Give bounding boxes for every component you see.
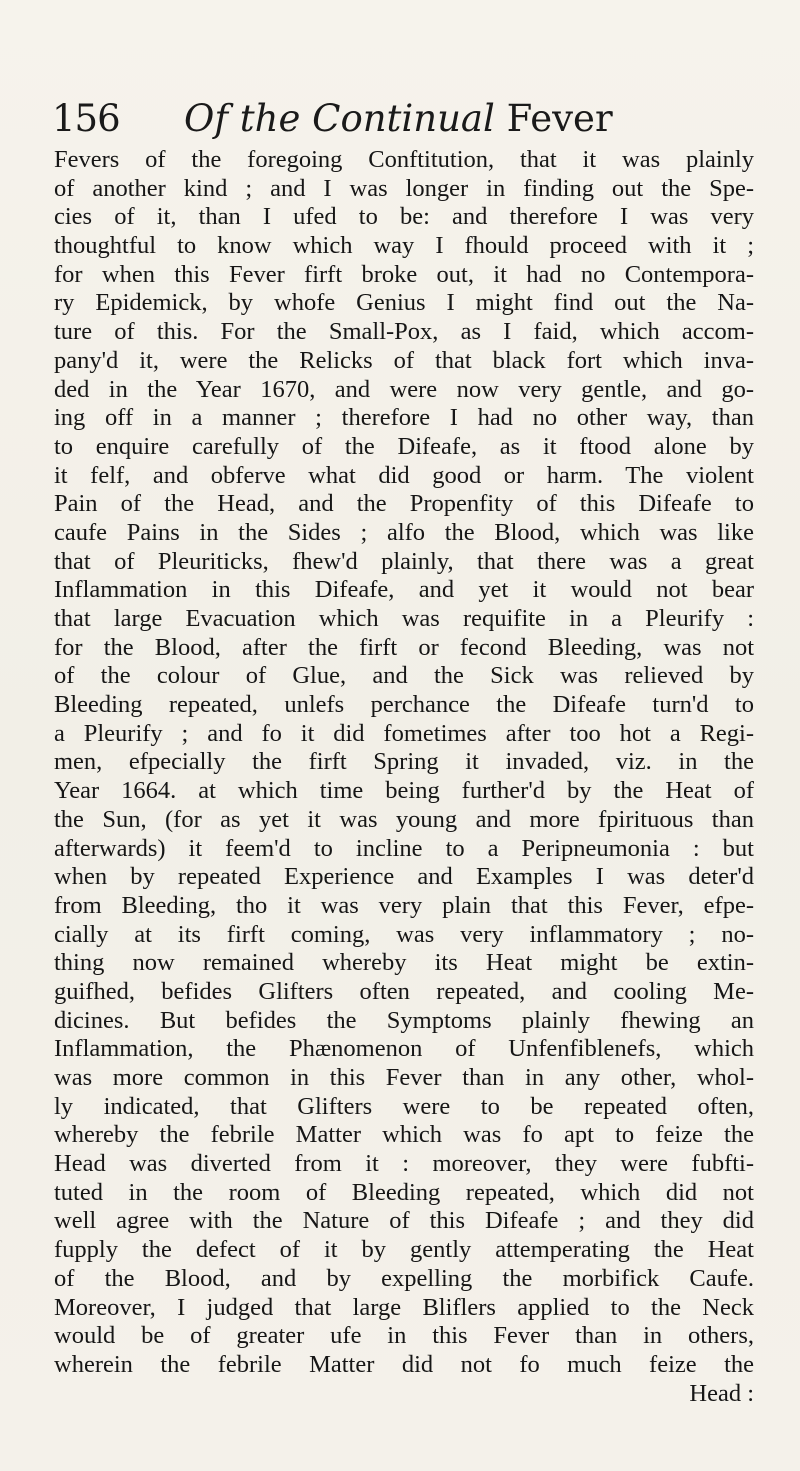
text-line: dicines. But befides the Symptoms plainly fhewing an xyxy=(54,1006,754,1034)
text-line: whereby the febrile Matter which was fo apt to feize the xyxy=(54,1121,754,1149)
text-line: pany'd it, were the Relicks of that black fort which inva- xyxy=(54,346,754,374)
text-line: Fevers of the foregoing Conftitution, that it was plainly xyxy=(54,146,754,173)
text-line: cies of it, than I ufed to be: and therefore I was very xyxy=(54,203,754,231)
text-line: Pain of the Head, and the Propenfity of this Difeafe to xyxy=(54,490,754,518)
text-line: fupply the defect of it by gently attemperating the Heat xyxy=(54,1236,754,1264)
text-line: of the Blood, and by expelling the morbifick Caufe. xyxy=(54,1264,754,1292)
text-line: ry Epidemick, by whofe Genius I might find out the Na- xyxy=(54,289,754,317)
text-line: wherein the febrile Matter did not fo much feize the xyxy=(54,1350,754,1378)
text-line: was more common in this Fever than in any other, whol- xyxy=(54,1064,754,1091)
text-line: for when this Fever firft broke out, it had no Contempora- xyxy=(54,260,754,288)
running-head xyxy=(184,96,613,142)
text-line: that large Evacuation which was requifite in a Pleurify : xyxy=(54,605,754,632)
text-line: ture of this. For the Small-Pox, as I faid, which accom- xyxy=(54,318,754,346)
text-line: of another kind ; and I was longer in finding out the Spe- xyxy=(54,174,754,202)
text-line: when by repeated Experience and Examples I was deter'd xyxy=(54,863,754,891)
text-line: ly indicated, that Glifters were to be repeated often, xyxy=(54,1092,754,1120)
text-line: cially at its firft coming, was very inflammatory ; no- xyxy=(54,920,754,948)
text-line: that of Pleuriticks, fhew'd plainly, that there was a great xyxy=(54,547,754,575)
text-line: ing off in a manner ; therefore I had no other way, than xyxy=(54,404,754,432)
text-line: of the colour of Glue, and the Sick was relieved by xyxy=(54,662,754,690)
text-line: Inflammation in this Difeafe, and yet it would not bear xyxy=(54,576,754,604)
text-line: it felf, and obferve what did good or harm. The violent xyxy=(54,461,754,489)
text-line: thing now remained whereby its Heat might be extin- xyxy=(54,949,754,977)
text-line: afterwards) it feem'd to incline to a Peripneumonia : but xyxy=(54,834,754,862)
page-number: 156 xyxy=(52,97,120,140)
text-line: ded in the Year 1670, and were now very gentle, and go- xyxy=(54,375,754,403)
text-line: for the Blood, after the firft or fecond Bleeding, was not xyxy=(54,633,754,661)
text-line: Year 1664. at which time being further'd by the Heat of xyxy=(54,777,754,805)
text-line: to enquire carefully of the Difeafe, as it ftood alone by xyxy=(54,432,754,460)
text-line: guifhed, befides Glifters often repeated, and cooling Me- xyxy=(54,977,754,1005)
text-line: well agree with the Nature of this Difeafe ; and they did xyxy=(54,1207,754,1235)
text-line: from Bleeding, tho it was very plain that this Fever, efpe- xyxy=(54,891,754,919)
text-line: Inflammation, the Phænomenon of Unfenfiblenefs, which xyxy=(54,1035,754,1063)
running-head-upright: Fever xyxy=(506,97,613,140)
text-line: the Sun, (for as yet it was young and more fpirituous than xyxy=(54,805,754,833)
text-line: Bleeding repeated, unlefs perchance the Difeafe turn'd to xyxy=(54,691,754,719)
text-line: thoughtful to know which way I fhould proceed with it ; xyxy=(54,232,754,260)
text-line: Moreover, I judged that large Bliflers applied to the Neck xyxy=(54,1293,754,1321)
page-header xyxy=(52,96,752,142)
text-line: would be of greater ufe in this Fever than in others, xyxy=(54,1322,754,1350)
text-line: men, efpecially the firft Spring it invaded, viz. in the xyxy=(54,748,754,776)
text-line: a Pleurify ; and fo it did fometimes after too hot a Regi- xyxy=(54,719,754,747)
text-line: caufe Pains in the Sides ; alfo the Blood, which was like xyxy=(54,518,754,546)
text-line: Head was diverted from it : moreover, they were fubfti- xyxy=(54,1150,754,1178)
text-line: Head : xyxy=(689,1379,754,1407)
text-line: tuted in the room of Bleeding repeated, which did not xyxy=(54,1178,754,1206)
running-head-italic: Of the Continual xyxy=(184,97,495,140)
body-text xyxy=(54,146,754,1408)
